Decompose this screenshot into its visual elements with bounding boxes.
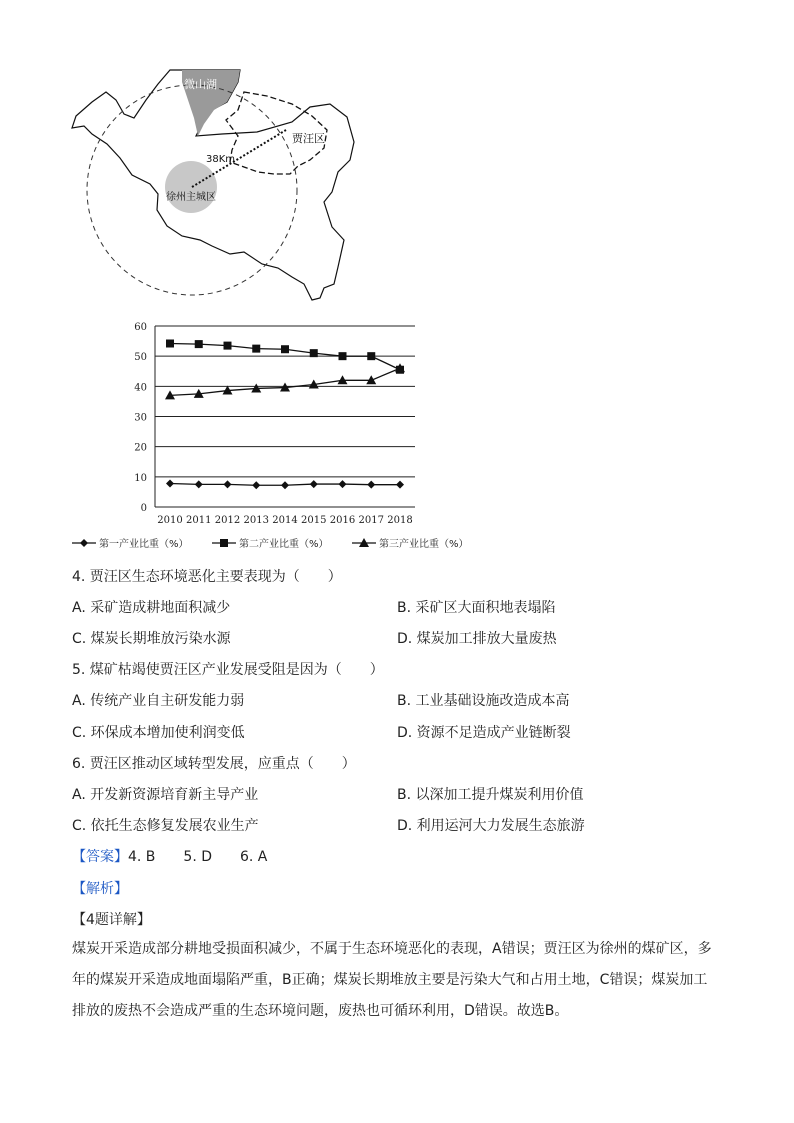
location-map — [62, 62, 382, 307]
x-tick-label: 2015 — [301, 515, 327, 526]
question-6-option-c[interactable]: C. 依托生态修复发展农业生产 — [72, 818, 259, 834]
main-urban-area — [165, 161, 217, 213]
x-tick-label: 2013 — [243, 515, 269, 526]
detail-title: 【4题详解】 — [72, 912, 151, 928]
industry-share-chart — [70, 315, 500, 555]
data-point — [396, 481, 404, 489]
data-point — [166, 479, 174, 487]
data-point — [166, 339, 174, 347]
answer-bracket: 【答案】 — [72, 849, 128, 865]
question-5-option-b[interactable]: B. 工业基础设施改造成本高 — [397, 693, 570, 709]
analysis-paragraph — [72, 934, 722, 1027]
x-tick-label: 2010 — [157, 515, 183, 526]
legend-marker — [220, 539, 228, 547]
question-4-option-c[interactable]: C. 煤炭长期堆放污染水源 — [72, 631, 231, 647]
question-6-stem: 6. 贾汪区推动区域转型发展，应重点（ ） — [72, 756, 356, 772]
legend-label: 第三产业比重（%） — [379, 539, 469, 550]
analysis-bracket: 【解析】 — [72, 881, 128, 897]
x-tick-label: 2018 — [387, 515, 413, 526]
question-5-option-c[interactable]: C. 环保成本增加使利润变低 — [72, 725, 245, 741]
question-6-option-a[interactable]: A. 开发新资源培育新主导产业 — [72, 787, 259, 803]
data-point — [224, 342, 232, 350]
distance-label: 38Km — [206, 154, 236, 165]
x-tick-label: 2016 — [329, 515, 356, 526]
data-point — [310, 349, 318, 357]
city-label: 徐州主城区 — [166, 192, 216, 203]
data-point — [224, 480, 232, 488]
question-6-option-d[interactable]: D. 利用运河大力发展生态旅游 — [397, 818, 585, 834]
data-point — [339, 480, 347, 488]
y-tick-label: 60 — [134, 322, 147, 333]
y-tick-label: 50 — [134, 352, 147, 364]
lake-label: 微山湖 — [184, 78, 217, 91]
answer-text: 4. B 5. D 6. A — [128, 849, 268, 865]
data-point — [195, 340, 203, 348]
x-tick-label: 2017 — [358, 515, 384, 526]
question-6-option-b[interactable]: B. 以深加工提升煤炭利用价值 — [397, 787, 584, 803]
y-tick-label: 0 — [140, 503, 147, 514]
legend-label: 第一产业比重（%） — [99, 539, 189, 550]
data-point — [339, 352, 347, 360]
data-point — [310, 480, 318, 488]
question-4-option-a[interactable]: A. 采矿造成耕地面积减少 — [72, 600, 231, 616]
analysis-line: 排放的废热不会造成严重的生态环境问题，废热也可循环利用，D错误。故选B。 — [72, 1003, 569, 1019]
y-axis-ticks — [134, 322, 147, 514]
analysis-line: 年的煤炭开采造成地面塌陷严重，B正确；煤炭长期堆放主要是污染大气和占用土地，C错误；煤炭加工 — [72, 972, 708, 988]
x-tick-label: 2011 — [186, 515, 212, 526]
chart-legend — [72, 537, 469, 550]
data-point — [252, 481, 260, 489]
x-axis-ticks — [157, 515, 412, 526]
y-tick-label: 30 — [134, 412, 147, 424]
x-tick-label: 2012 — [214, 515, 241, 526]
question-5-stem: 5. 煤矿枯竭使贾汪区产业发展受阻是因为（ ） — [72, 662, 384, 678]
question-4-option-b[interactable]: B. 采矿区大面积地表塌陷 — [397, 600, 556, 616]
question-5-option-a[interactable]: A. 传统产业自主研发能力弱 — [72, 693, 245, 709]
data-point — [252, 345, 260, 353]
question-4-stem: 4. 贾汪区生态环境恶化主要表现为（ ） — [72, 569, 342, 585]
answer-line — [72, 848, 267, 866]
district-label: 贾汪区 — [292, 132, 325, 145]
data-point — [281, 481, 289, 489]
y-tick-label: 20 — [134, 442, 147, 454]
question-4-option-d[interactable]: D. 煤炭加工排放大量废热 — [397, 631, 557, 647]
data-point — [367, 352, 375, 360]
analysis-line: 煤炭开采造成部分耕地受损面积减少，不属于生态环境恶化的表现，A错误；贾汪区为徐州的煤矿区，多 — [72, 941, 712, 957]
y-tick-label: 10 — [134, 472, 147, 484]
data-point — [281, 345, 289, 353]
data-point — [195, 480, 203, 488]
data-point — [367, 481, 375, 489]
question-5-option-d[interactable]: D. 资源不足造成产业链断裂 — [397, 725, 571, 741]
chart-series — [165, 339, 405, 489]
y-tick-label: 40 — [134, 382, 147, 394]
legend-label: 第二产业比重（%） — [239, 539, 329, 550]
x-tick-label: 2014 — [272, 515, 298, 526]
legend-marker — [80, 539, 88, 547]
